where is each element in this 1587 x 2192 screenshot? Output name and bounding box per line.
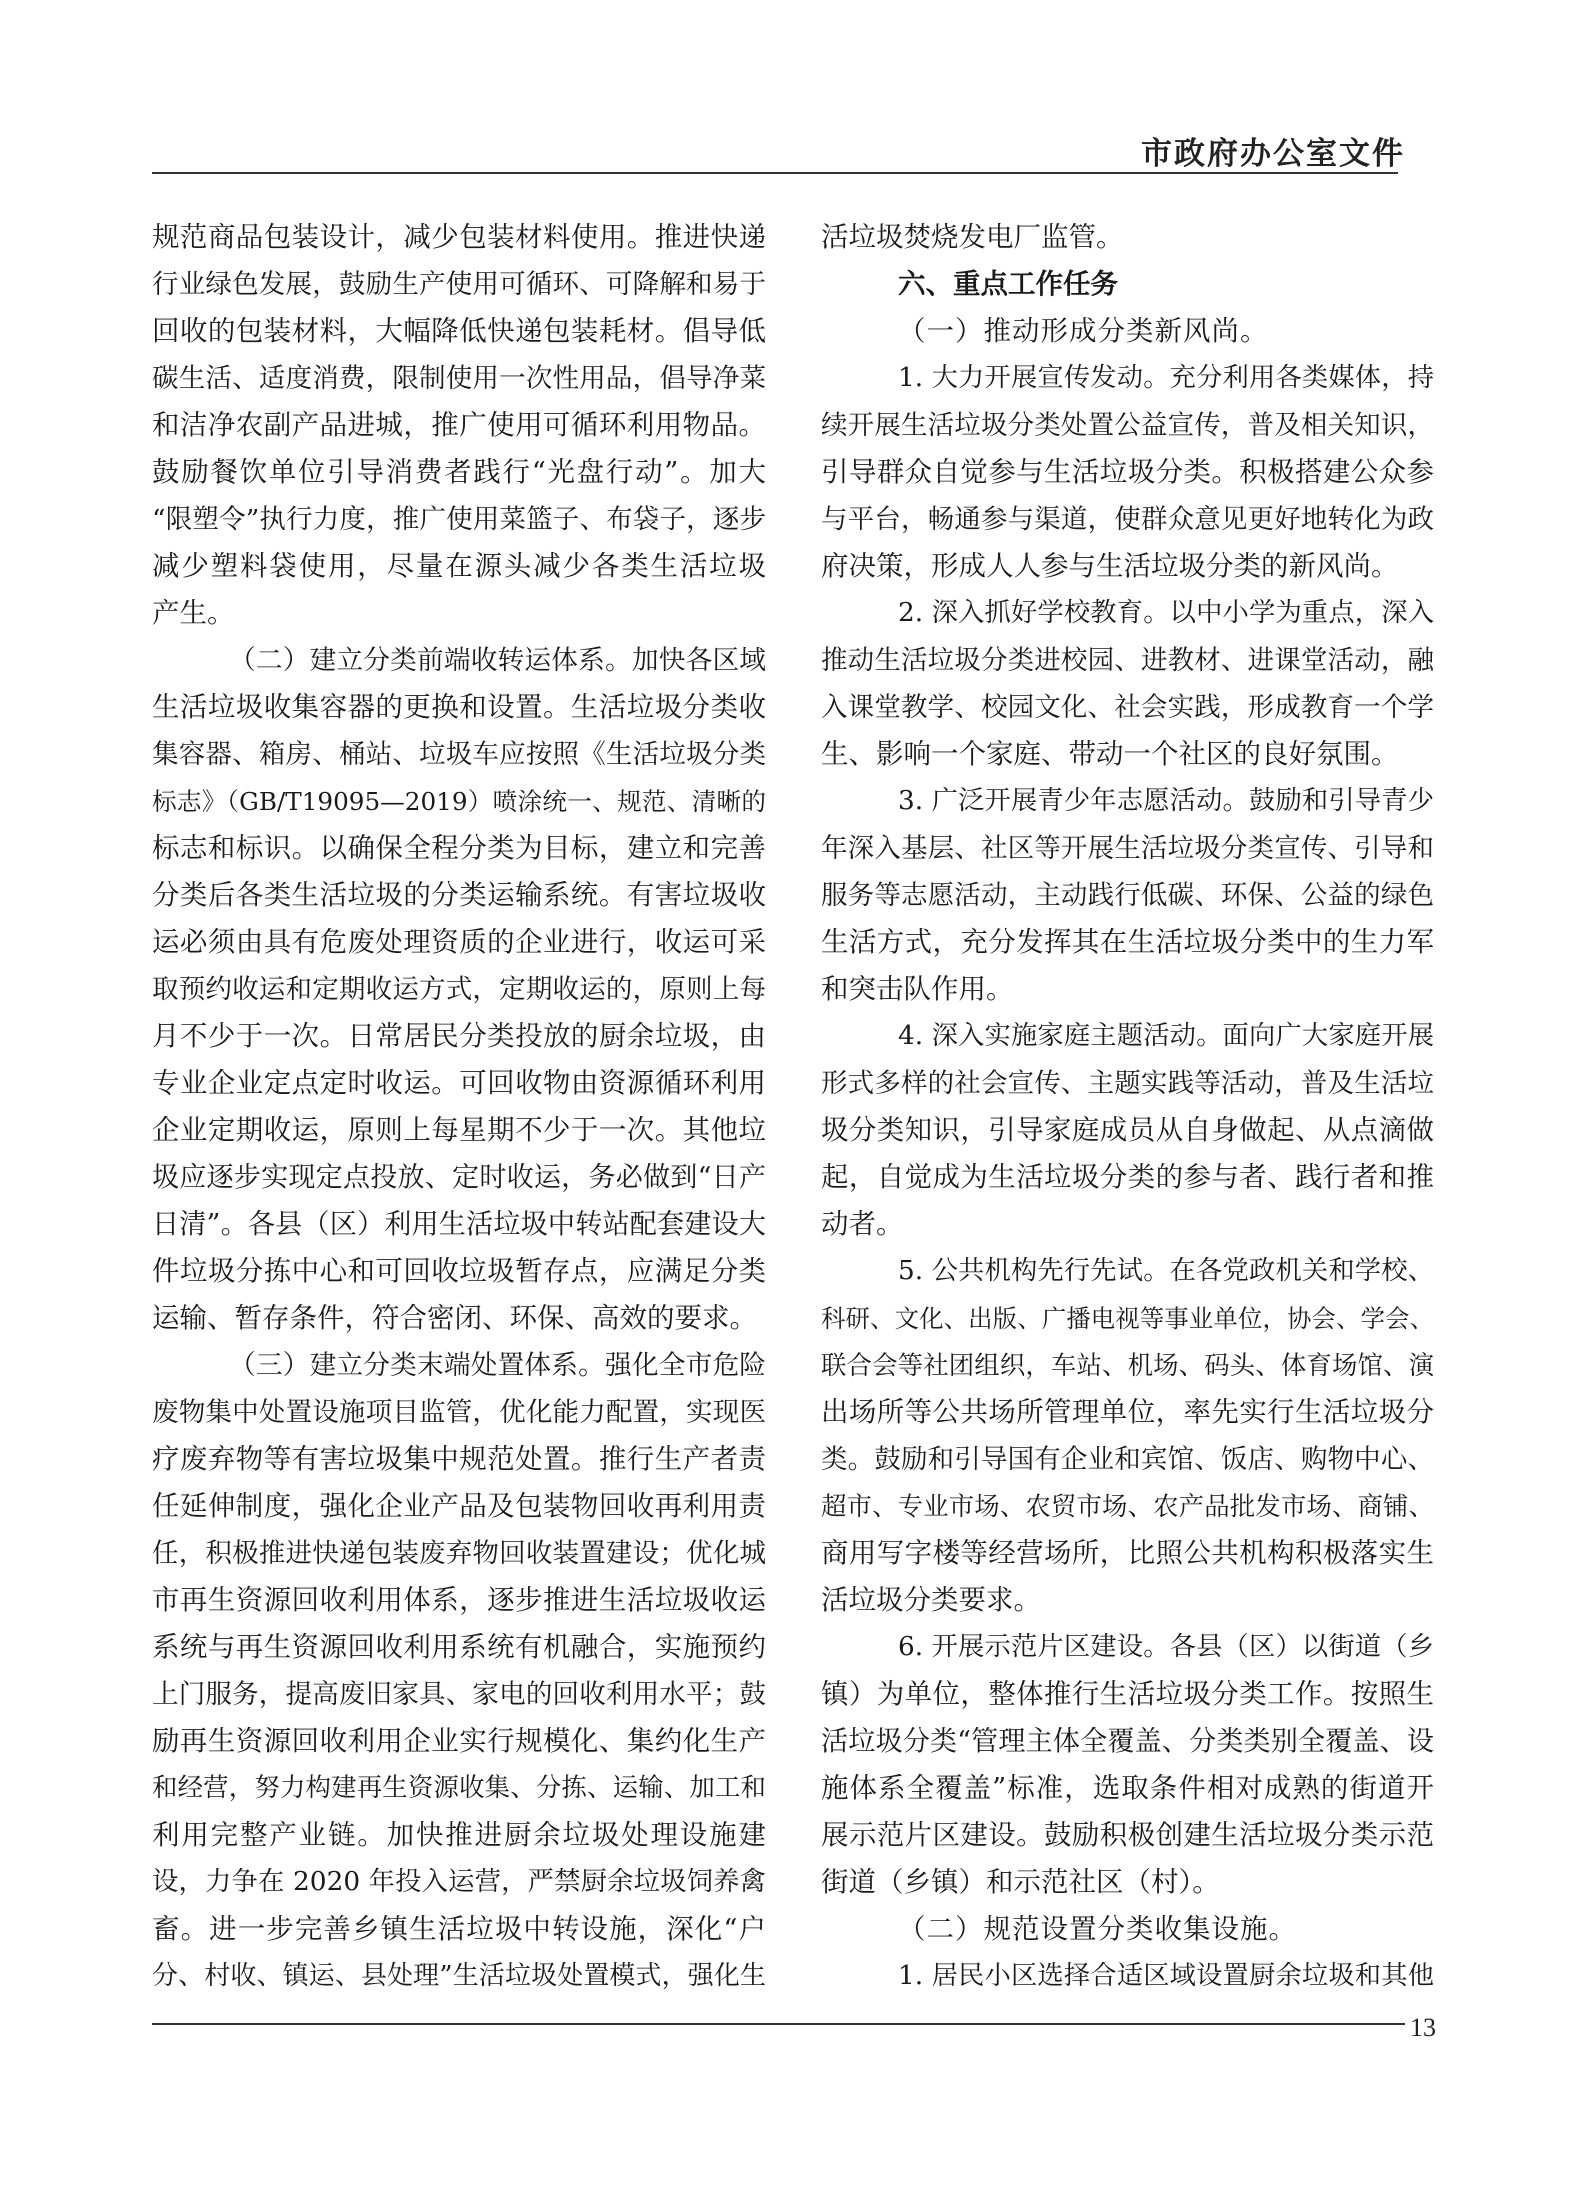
text-line: 利用完整产业链。加快推进厨余垃圾处理设施建 [152,1819,766,1851]
section-heading: 六、重点工作任务 [898,268,1118,300]
text-line: 运输、暂存条件，符合密闭、环保、高效的要求。 [152,1302,757,1334]
text-line: 推动生活垃圾分类进校园、进教材、进课堂活动，融 [821,645,1434,676]
text-line: 回收的包装材料，大幅降低快递包装耗材。倡导低 [152,315,766,347]
text-line: 6. 开展示范片区建设。各县（区）以街道（乡 [898,1632,1434,1662]
text-line: 活垃圾分类“管理主体全覆盖、分类类别全覆盖、设 [821,1726,1434,1757]
text-line: 引导群众自觉参与生活垃圾分类。积极搭建公众参 [821,456,1434,488]
text-line: 活垃圾焚烧发电厂监管。 [821,221,1124,253]
text-line: 出场所等公共场所管理单位，率先实行生活垃圾分 [821,1396,1434,1428]
text-line: 标志和标识。以确保全程分类为目标，建立和完善 [152,832,766,864]
text-line: 市再生资源回收利用体系，逐步推进生活垃圾收运 [152,1584,766,1616]
text-line: 商用写字楼等经营场所，比照公共机构积极落实生 [821,1537,1434,1569]
text-line: 鼓励餐饮单位引导消费者践行“光盘行动”。加大 [152,456,766,488]
text-line: 施体系全覆盖”标准，选取条件相对成熟的街道开 [821,1772,1434,1804]
text-line: 企业定期收运，原则上每星期不少于一次。其他垃 [152,1114,766,1146]
text-line: 4. 深入实施家庭主题活动。面向广大家庭开展 [898,1021,1434,1051]
text-line: （二）建立分类前端收转运体系。加快各区域 [229,645,766,676]
text-line: 入课堂教学、校园文化、社会实践，形成教育一个学 [821,692,1434,723]
text-line: 科研、文化、出版、广播电视等事业单位，协会、学会、 [821,1304,1434,1333]
text-line: 标志》（GB/T19095—2019）喷涂统一、规范、清晰的 [152,787,766,816]
text-line: “限塑令”执行力度，推广使用菜篮子、布袋子，逐步 [152,504,766,535]
footer-rule [152,2023,1405,2025]
text-line: 联合会等社团组织，车站、机场、码头、体育场馆、演 [821,1350,1434,1380]
text-line: 展示范片区建设。鼓励积极创建生活垃圾分类示范 [821,1819,1434,1851]
text-line: 类。鼓励和引导国有企业和宾馆、饭店、购物中心、 [821,1444,1434,1475]
right-column [821,214,1434,2000]
text-line: 生活方式，充分发挥其在生活垃圾分类中的生力军 [821,926,1434,958]
text-line: 2. 深入抓好学校教育。以中小学为重点，深入 [898,598,1434,628]
text-line: 设，力争在 2020 年投入运营，严禁厨余垃圾饲养禽 [152,1867,766,1897]
text-line: 分、村收、镇运、县处理”生活垃圾处置模式，强化生 [152,1961,766,1991]
text-line: 动者。 [821,1208,904,1240]
text-line: 街道（乡镇）和示范社区（村）。 [821,1866,1220,1898]
header-rule [152,172,1398,174]
text-line: 和突击队作用。 [821,973,1014,1005]
text-line: 府决策，形成人人参与生活垃圾分类的新风尚。 [821,550,1399,582]
text-line: 运必须由具有危废处理资质的企业进行，收运可采 [152,926,766,958]
text-line: 月不少于一次。日常居民分类投放的厨余垃圾，由 [152,1020,766,1052]
text-line: 超市、专业市场、农贸市场、农产品批发市场、商铺、 [821,1491,1434,1521]
text-line: 圾应逐步实现定点投放、定时收运，务必做到“日产 [152,1162,766,1193]
text-line: 上门服务，提高废旧家具、家电的回收利用水平；鼓 [152,1679,766,1710]
text-line: 生、影响一个家庭、带动一个社区的良好氛围。 [821,738,1399,770]
text-line: 日清”。各县（区）利用生活垃圾中转站配套建设大 [152,1209,766,1240]
text-line: 任延伸制度，强化企业产品及包装物回收再利用责 [152,1490,766,1522]
running-header-title: 市政府办公室文件 [1141,136,1405,172]
text-line: 产生。 [152,597,235,629]
text-line: 和经营，努力构建再生资源收集、分拣、运输、加工和 [152,1773,766,1803]
text-line: 生活垃圾收集容器的更换和设置。生活垃圾分类收 [152,691,766,723]
text-line: 镇）为单位，整体推行生活垃圾分类工作。按照生 [821,1678,1434,1710]
text-line: 减少塑料袋使用，尽量在源头减少各类生活垃圾 [152,550,766,582]
text-line: 分类后各类生活垃圾的分类运输系统。有害垃圾收 [152,879,766,911]
text-line: 年深入基层、社区等开展生活垃圾分类宣传、引导和 [821,833,1434,864]
text-line: 疗废弃物等有害垃圾集中规范处置。推行生产者责 [152,1443,766,1475]
text-line: 畜。进一步完善乡镇生活垃圾中转设施，深化“户 [152,1913,766,1945]
text-line: 圾分类知识，引导家庭成员从自身做起、从点滴做 [821,1114,1434,1146]
page-number: 13 [1410,2013,1436,2042]
text-line: 续开展生活垃圾分类处置公益宣传，普及相关知识， [821,410,1434,441]
text-line: 励再生资源回收利用企业实行规模化、集约化生产 [152,1725,766,1757]
text-line: 活垃圾分类要求。 [821,1584,1041,1616]
text-line: （三）建立分类末端处置体系。强化全市危险 [229,1350,766,1381]
text-line: 碳生活、适度消费，限制使用一次性用品，倡导净菜 [152,363,766,394]
text-line: 规范商品包装设计，减少包装材料使用。推进快递 [152,221,766,253]
subsection-heading: （二）规范设置分类收集设施。 [898,1913,1297,1945]
text-line: 3. 广泛开展青少年志愿活动。鼓励和引导青少 [898,786,1434,816]
text-line: 与平台，畅通参与渠道，使群众意见更好地转化为政 [821,504,1434,535]
text-line: 1. 居民小区选择合适区域设置厨余垃圾和其他 [898,1961,1434,1991]
text-line: 5. 公共机构先行先试。在各党政机关和学校、 [898,1256,1434,1286]
text-line: 和洁净农副产品进城，推广使用可循环利用物品。 [152,409,766,441]
text-line: 系统与再生资源回收利用系统有机融合，实施预约 [152,1631,766,1663]
text-line: 集容器、箱房、桶站、垃圾车应按照《生活垃圾分类 [152,739,766,770]
subsection-heading: （一）推动形成分类新风尚。 [898,315,1269,347]
text-line: 形式多样的社会宣传、主题实践等活动，普及生活垃 [821,1068,1434,1099]
text-line: 任，积极推进快递包装废弃物回收装置建设；优化城 [152,1538,766,1569]
text-line: 1. 大力开展宣传发动。充分利用各类媒体，持 [898,363,1434,393]
text-line: 行业绿色发展，鼓励生产使用可循环、可降解和易于 [152,269,766,300]
text-line: 服务等志愿活动，主动践行低碳、环保、公益的绿色 [821,880,1434,911]
left-column [152,214,766,2000]
text-line: 取预约收运和定期收运方式，定期收运的，原则上每 [152,974,766,1005]
text-line: 废物集中处置设施项目监管，优化能力配置，实现医 [152,1397,766,1428]
text-line: 起，自觉成为生活垃圾分类的参与者、践行者和推 [821,1161,1434,1193]
text-line: 件垃圾分拣中心和可回收垃圾暂存点，应满足分类 [152,1255,766,1287]
text-line: 专业企业定点定时收运。可回收物由资源循环利用 [152,1067,766,1099]
